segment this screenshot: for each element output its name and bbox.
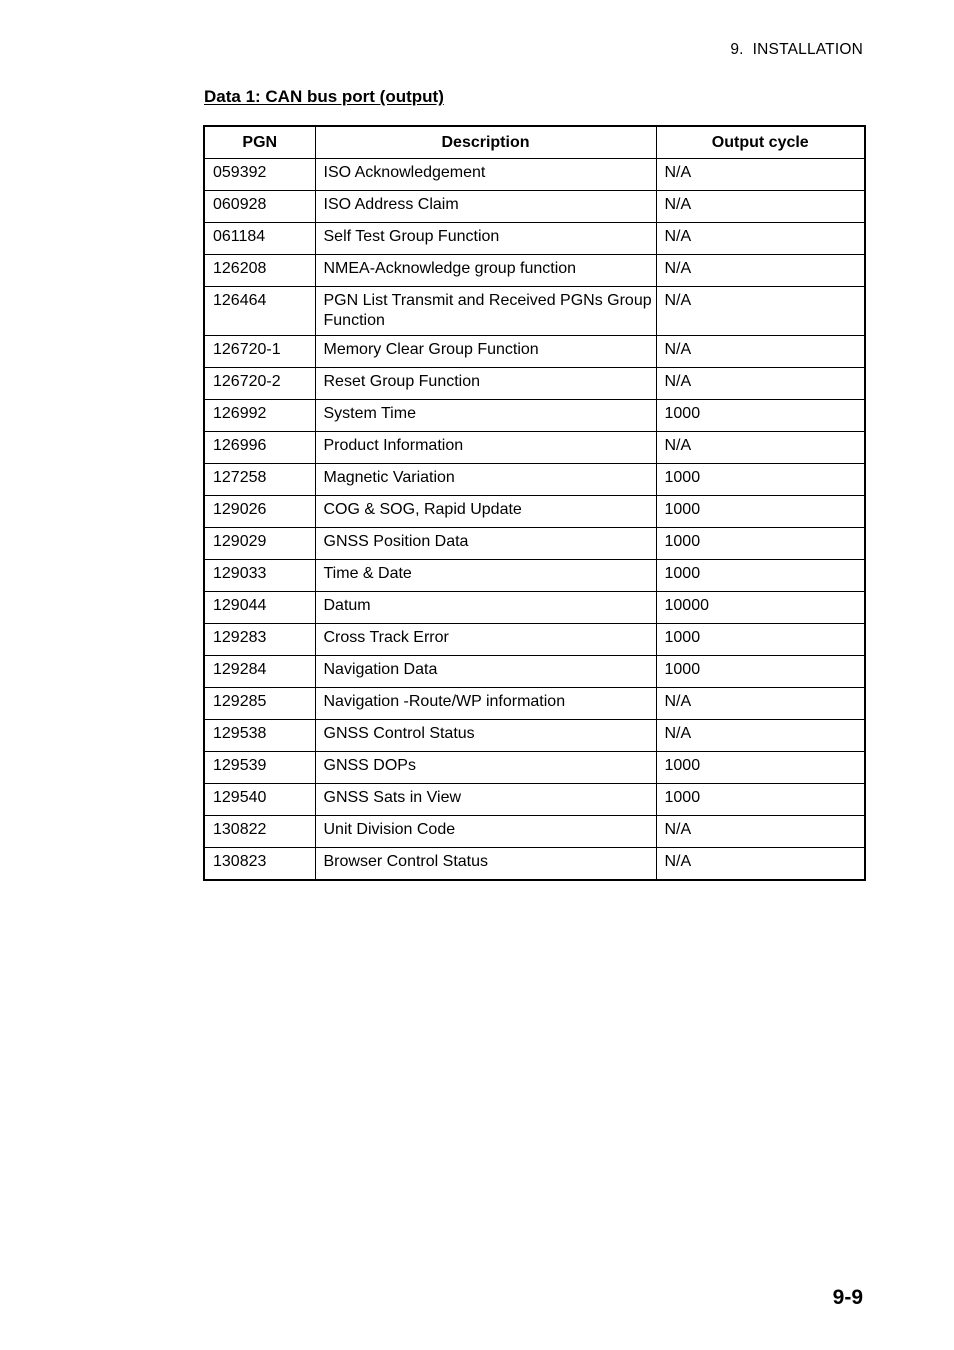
output-cycle-cell-text: 1000 — [664, 629, 701, 646]
output-cycle-cell — [656, 720, 865, 752]
description-cell — [315, 255, 656, 287]
output-cycle-cell — [656, 496, 865, 528]
pgn-cell — [204, 848, 315, 880]
pgn-cell-text: 129033 — [213, 565, 267, 582]
pgn-cell-text: 126464 — [213, 292, 267, 309]
pgn-cell — [204, 624, 315, 656]
description-cell-text: Self Test Group Function — [323, 228, 500, 245]
table-row — [204, 496, 865, 528]
output-cycle-cell — [656, 560, 865, 592]
pgn-cell — [204, 528, 315, 560]
output-cycle-cell-text: N/A — [664, 437, 692, 454]
pgn-cell — [204, 191, 315, 223]
pgn-cell-text: 126720-1 — [213, 341, 281, 358]
pgn-cell-text: 129283 — [213, 629, 267, 646]
pgn-cell — [204, 592, 315, 624]
output-cycle-cell-text: N/A — [664, 373, 692, 390]
description-cell-text: Datum — [323, 597, 371, 614]
description-cell — [315, 752, 656, 784]
column-header-pgn: PGN — [204, 126, 315, 159]
table-row — [204, 400, 865, 432]
section-title: Data 1: CAN bus port (output) — [204, 87, 444, 106]
description-cell — [315, 528, 656, 560]
output-cycle-cell — [656, 464, 865, 496]
pgn-cell-text: 059392 — [213, 164, 267, 181]
table-row — [204, 816, 865, 848]
output-cycle-cell — [656, 255, 865, 287]
output-cycle-cell — [656, 688, 865, 720]
pgn-cell — [204, 784, 315, 816]
output-cycle-cell — [656, 223, 865, 255]
pgn-cell — [204, 464, 315, 496]
description-cell — [315, 784, 656, 816]
pgn-cell — [204, 816, 315, 848]
table-row — [204, 336, 865, 368]
output-cycle-cell-text: N/A — [664, 196, 692, 213]
table-row — [204, 368, 865, 400]
table-row — [204, 848, 865, 880]
pgn-cell-text: 129539 — [213, 757, 267, 774]
table-row — [204, 656, 865, 688]
output-cycle-cell — [656, 656, 865, 688]
table-row — [204, 720, 865, 752]
table-row — [204, 592, 865, 624]
output-cycle-cell — [656, 432, 865, 464]
pgn-cell-text: 126996 — [213, 437, 267, 454]
description-cell-text: Cross Track Error — [323, 629, 449, 646]
description-cell — [315, 816, 656, 848]
table-row — [204, 784, 865, 816]
description-cell-text: NMEA-Acknowledge group function — [323, 260, 577, 277]
table-row — [204, 159, 865, 191]
output-cycle-cell — [656, 592, 865, 624]
table-row — [204, 464, 865, 496]
output-cycle-cell-text: 1000 — [664, 469, 701, 486]
table-row — [204, 432, 865, 464]
pgn-cell-text: 126720-2 — [213, 373, 281, 390]
description-cell — [315, 688, 656, 720]
output-cycle-cell-text: 1000 — [664, 533, 701, 550]
description-cell-text: GNSS Sats in View — [323, 789, 462, 806]
description-cell — [315, 336, 656, 368]
column-header-description: Description — [315, 126, 656, 159]
column-header-output-cycle: Output cycle — [656, 126, 865, 159]
description-cell-text: GNSS Position Data — [323, 533, 469, 550]
description-cell-text: PGN List Transmit and Received PGNs Group Function — [323, 292, 652, 329]
pgn-cell-text: 060928 — [213, 196, 267, 213]
output-cycle-cell-text: N/A — [664, 341, 692, 358]
pgn-cell-text: 126208 — [213, 260, 267, 277]
pgn-cell-text: 129029 — [213, 533, 267, 550]
pgn-cell-text: 130823 — [213, 853, 267, 870]
description-cell — [315, 656, 656, 688]
description-cell-text: GNSS DOPs — [323, 757, 416, 774]
description-cell — [315, 432, 656, 464]
output-cycle-cell-text: N/A — [664, 292, 692, 309]
table-row — [204, 752, 865, 784]
output-cycle-cell-text: N/A — [664, 693, 692, 710]
pgn-cell — [204, 656, 315, 688]
description-cell — [315, 191, 656, 223]
description-cell-text: Product Information — [323, 437, 464, 454]
output-cycle-cell-text: 1000 — [664, 661, 701, 678]
description-cell — [315, 400, 656, 432]
output-cycle-cell — [656, 816, 865, 848]
pgn-cell-text: 129284 — [213, 661, 267, 678]
output-cycle-cell-text: 1000 — [664, 501, 701, 518]
pgn-cell-text: 130822 — [213, 821, 267, 838]
pgn-cell-text: 129026 — [213, 501, 267, 518]
pgn-cell — [204, 496, 315, 528]
output-cycle-cell-text: N/A — [664, 228, 692, 245]
description-cell — [315, 592, 656, 624]
output-cycle-cell — [656, 752, 865, 784]
pgn-cell-text: 126992 — [213, 405, 267, 422]
pgn-cell — [204, 368, 315, 400]
output-cycle-cell — [656, 624, 865, 656]
pgn-cell-text: 129540 — [213, 789, 267, 806]
pgn-cell — [204, 223, 315, 255]
output-cycle-cell-text: N/A — [664, 260, 692, 277]
pgn-cell — [204, 400, 315, 432]
output-cycle-cell-text: 1000 — [664, 789, 701, 806]
description-cell-text: Memory Clear Group Function — [323, 341, 539, 358]
description-cell — [315, 464, 656, 496]
page-number: 9-9 — [832, 1286, 863, 1309]
description-cell — [315, 496, 656, 528]
table-row — [204, 223, 865, 255]
description-cell-text: ISO Address Claim — [323, 196, 459, 213]
output-cycle-cell — [656, 191, 865, 223]
pgn-cell — [204, 336, 315, 368]
table-row — [204, 255, 865, 287]
pgn-cell — [204, 688, 315, 720]
table-row — [204, 688, 865, 720]
pgn-cell — [204, 287, 315, 336]
output-cycle-cell — [656, 848, 865, 880]
output-cycle-cell — [656, 287, 865, 336]
output-cycle-cell — [656, 400, 865, 432]
description-cell — [315, 159, 656, 191]
description-cell-text: Navigation Data — [323, 661, 438, 678]
pgn-cell — [204, 255, 315, 287]
table-row — [204, 560, 865, 592]
table-body — [204, 159, 865, 880]
pgn-cell-text: 129538 — [213, 725, 267, 742]
description-cell-text: Unit Division Code — [323, 821, 456, 838]
description-cell — [315, 223, 656, 255]
description-cell-text: GNSS Control Status — [323, 725, 475, 742]
pgn-cell — [204, 432, 315, 464]
description-cell-text: System Time — [323, 405, 416, 422]
output-cycle-cell — [656, 336, 865, 368]
table-row — [204, 191, 865, 223]
description-cell — [315, 287, 656, 336]
output-cycle-cell-text: 1000 — [664, 565, 701, 582]
pgn-cell-text: 129044 — [213, 597, 267, 614]
output-cycle-cell-text: N/A — [664, 821, 692, 838]
description-cell — [315, 624, 656, 656]
description-cell — [315, 560, 656, 592]
description-cell — [315, 720, 656, 752]
pgn-cell-text: 129285 — [213, 693, 267, 710]
table-row — [204, 624, 865, 656]
pgn-cell-text: 061184 — [213, 228, 266, 245]
pgn-cell — [204, 159, 315, 191]
description-cell-text: Time & Date — [323, 565, 412, 582]
output-cycle-cell-text: 1000 — [664, 405, 701, 422]
output-cycle-cell — [656, 528, 865, 560]
description-cell — [315, 368, 656, 400]
table-header-row — [204, 126, 865, 159]
pgn-cell — [204, 752, 315, 784]
pgn-table — [203, 125, 866, 881]
output-cycle-cell-text: 1000 — [664, 757, 701, 774]
pgn-cell — [204, 560, 315, 592]
output-cycle-cell — [656, 368, 865, 400]
running-header: 9. INSTALLATION — [730, 41, 863, 58]
description-cell-text: Reset Group Function — [323, 373, 481, 390]
description-cell — [315, 848, 656, 880]
output-cycle-cell-text: N/A — [664, 853, 692, 870]
output-cycle-cell — [656, 159, 865, 191]
description-cell-text: ISO Acknowledgement — [323, 164, 486, 181]
output-cycle-cell-text: N/A — [664, 725, 692, 742]
output-cycle-cell-text: 10000 — [664, 597, 709, 614]
pgn-cell-text: 127258 — [213, 469, 267, 486]
description-cell-text: Navigation -Route/WP information — [323, 693, 566, 710]
output-cycle-cell — [656, 784, 865, 816]
description-cell-text: Magnetic Variation — [323, 469, 455, 486]
output-cycle-cell-text: N/A — [664, 164, 692, 181]
description-cell-text: Browser Control Status — [323, 853, 489, 870]
pgn-cell — [204, 720, 315, 752]
table-row — [204, 287, 865, 336]
description-cell-text: COG & SOG, Rapid Update — [323, 501, 522, 518]
table-row — [204, 528, 865, 560]
